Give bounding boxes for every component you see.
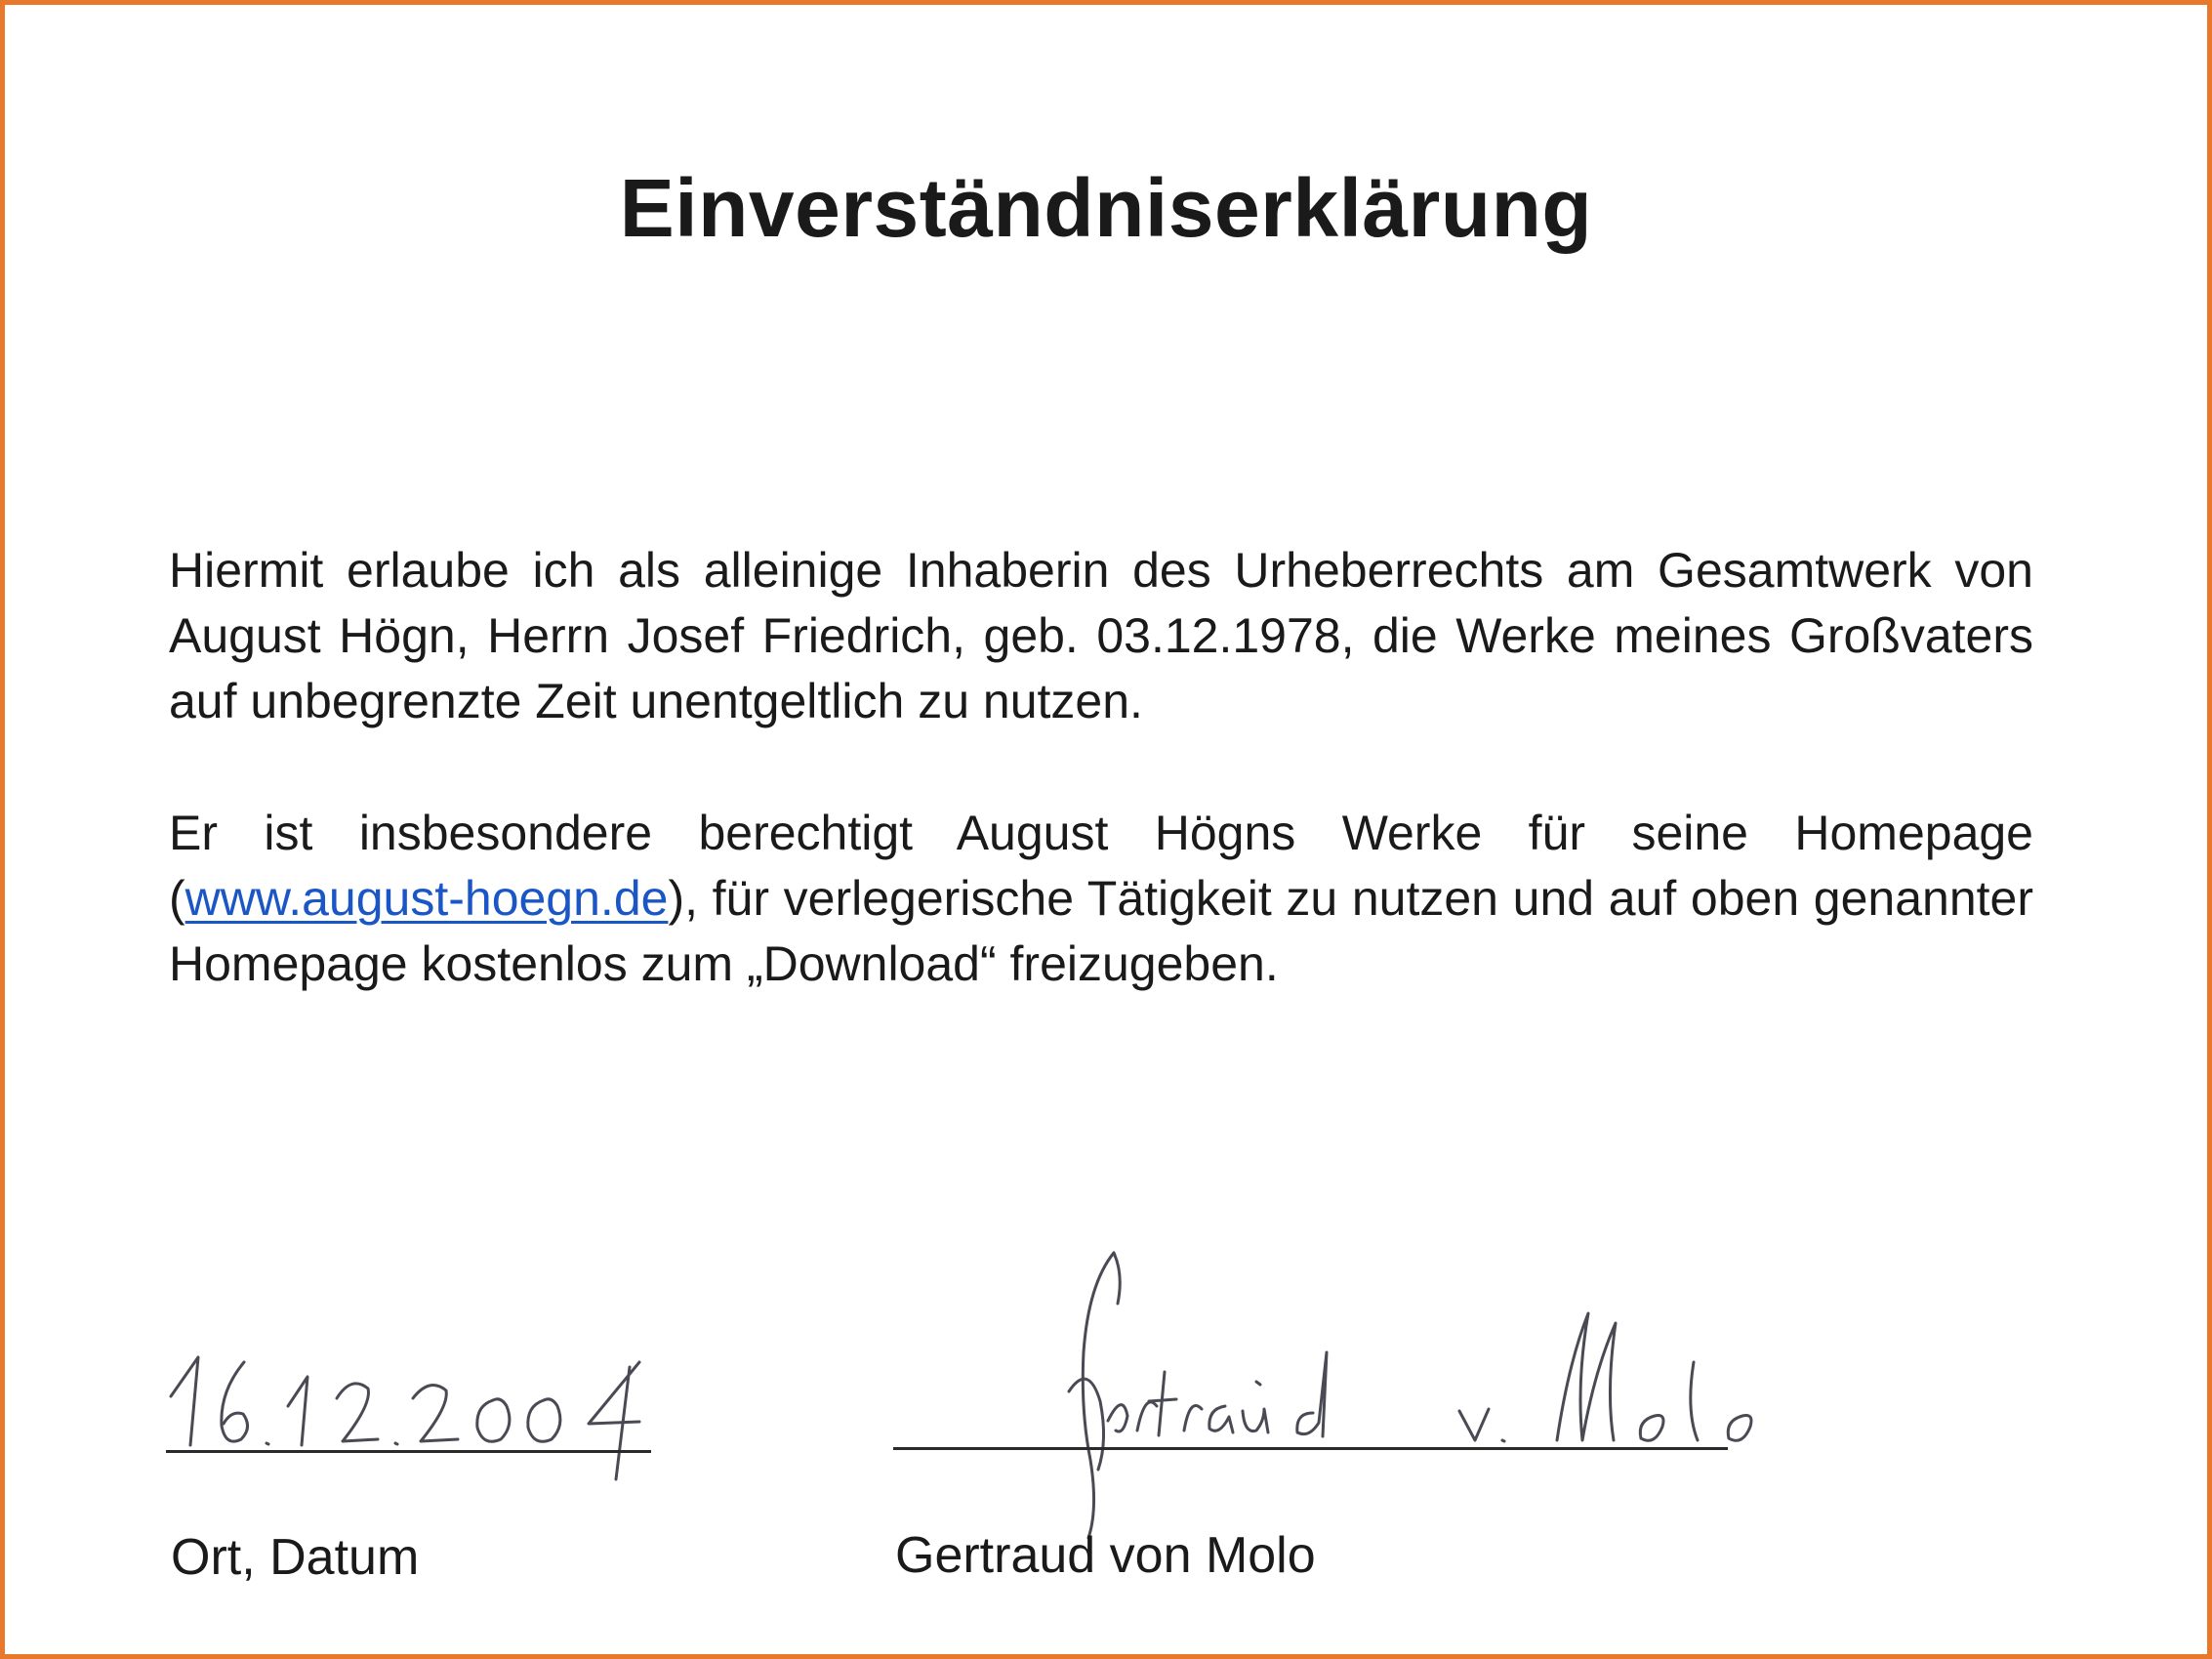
signature-line-name — [893, 1447, 1728, 1450]
paragraph-rights-text-start: Er ist insbesondere berechtigt August Högns Werke für seine Homepage ( — [169, 806, 2033, 926]
signature-line-date — [166, 1450, 651, 1453]
document-title: Einverständniserklärung — [619, 162, 1593, 254]
signatory-name-label: Gertraud von Molo — [895, 1527, 1316, 1584]
homepage-link[interactable]: www.august-hoegn.de — [184, 871, 669, 926]
paragraph-permission: Hiermit erlaube ich als alleinige Inhaberin des Urheberrechts am Gesamtwerk von August Högn, Herrn Josef Friedrich, geb. 03.12.1978, die Werke meines Großvaters auf unbegrenzte Zeit unentgeltlich zu nutzen. — [169, 543, 2033, 728]
handwritten-signature — [1030, 1245, 1889, 1538]
paragraph-rights-text-end: ), für verlegerische Tätigkeit zu nutzen und auf oben genannter Homepage kostenlos zum „Download“ freizugeben. — [169, 871, 2033, 991]
place-date-label: Ort, Datum — [171, 1529, 420, 1586]
handwritten-date — [151, 1338, 717, 1484]
paragraph-rights — [169, 801, 2033, 997]
